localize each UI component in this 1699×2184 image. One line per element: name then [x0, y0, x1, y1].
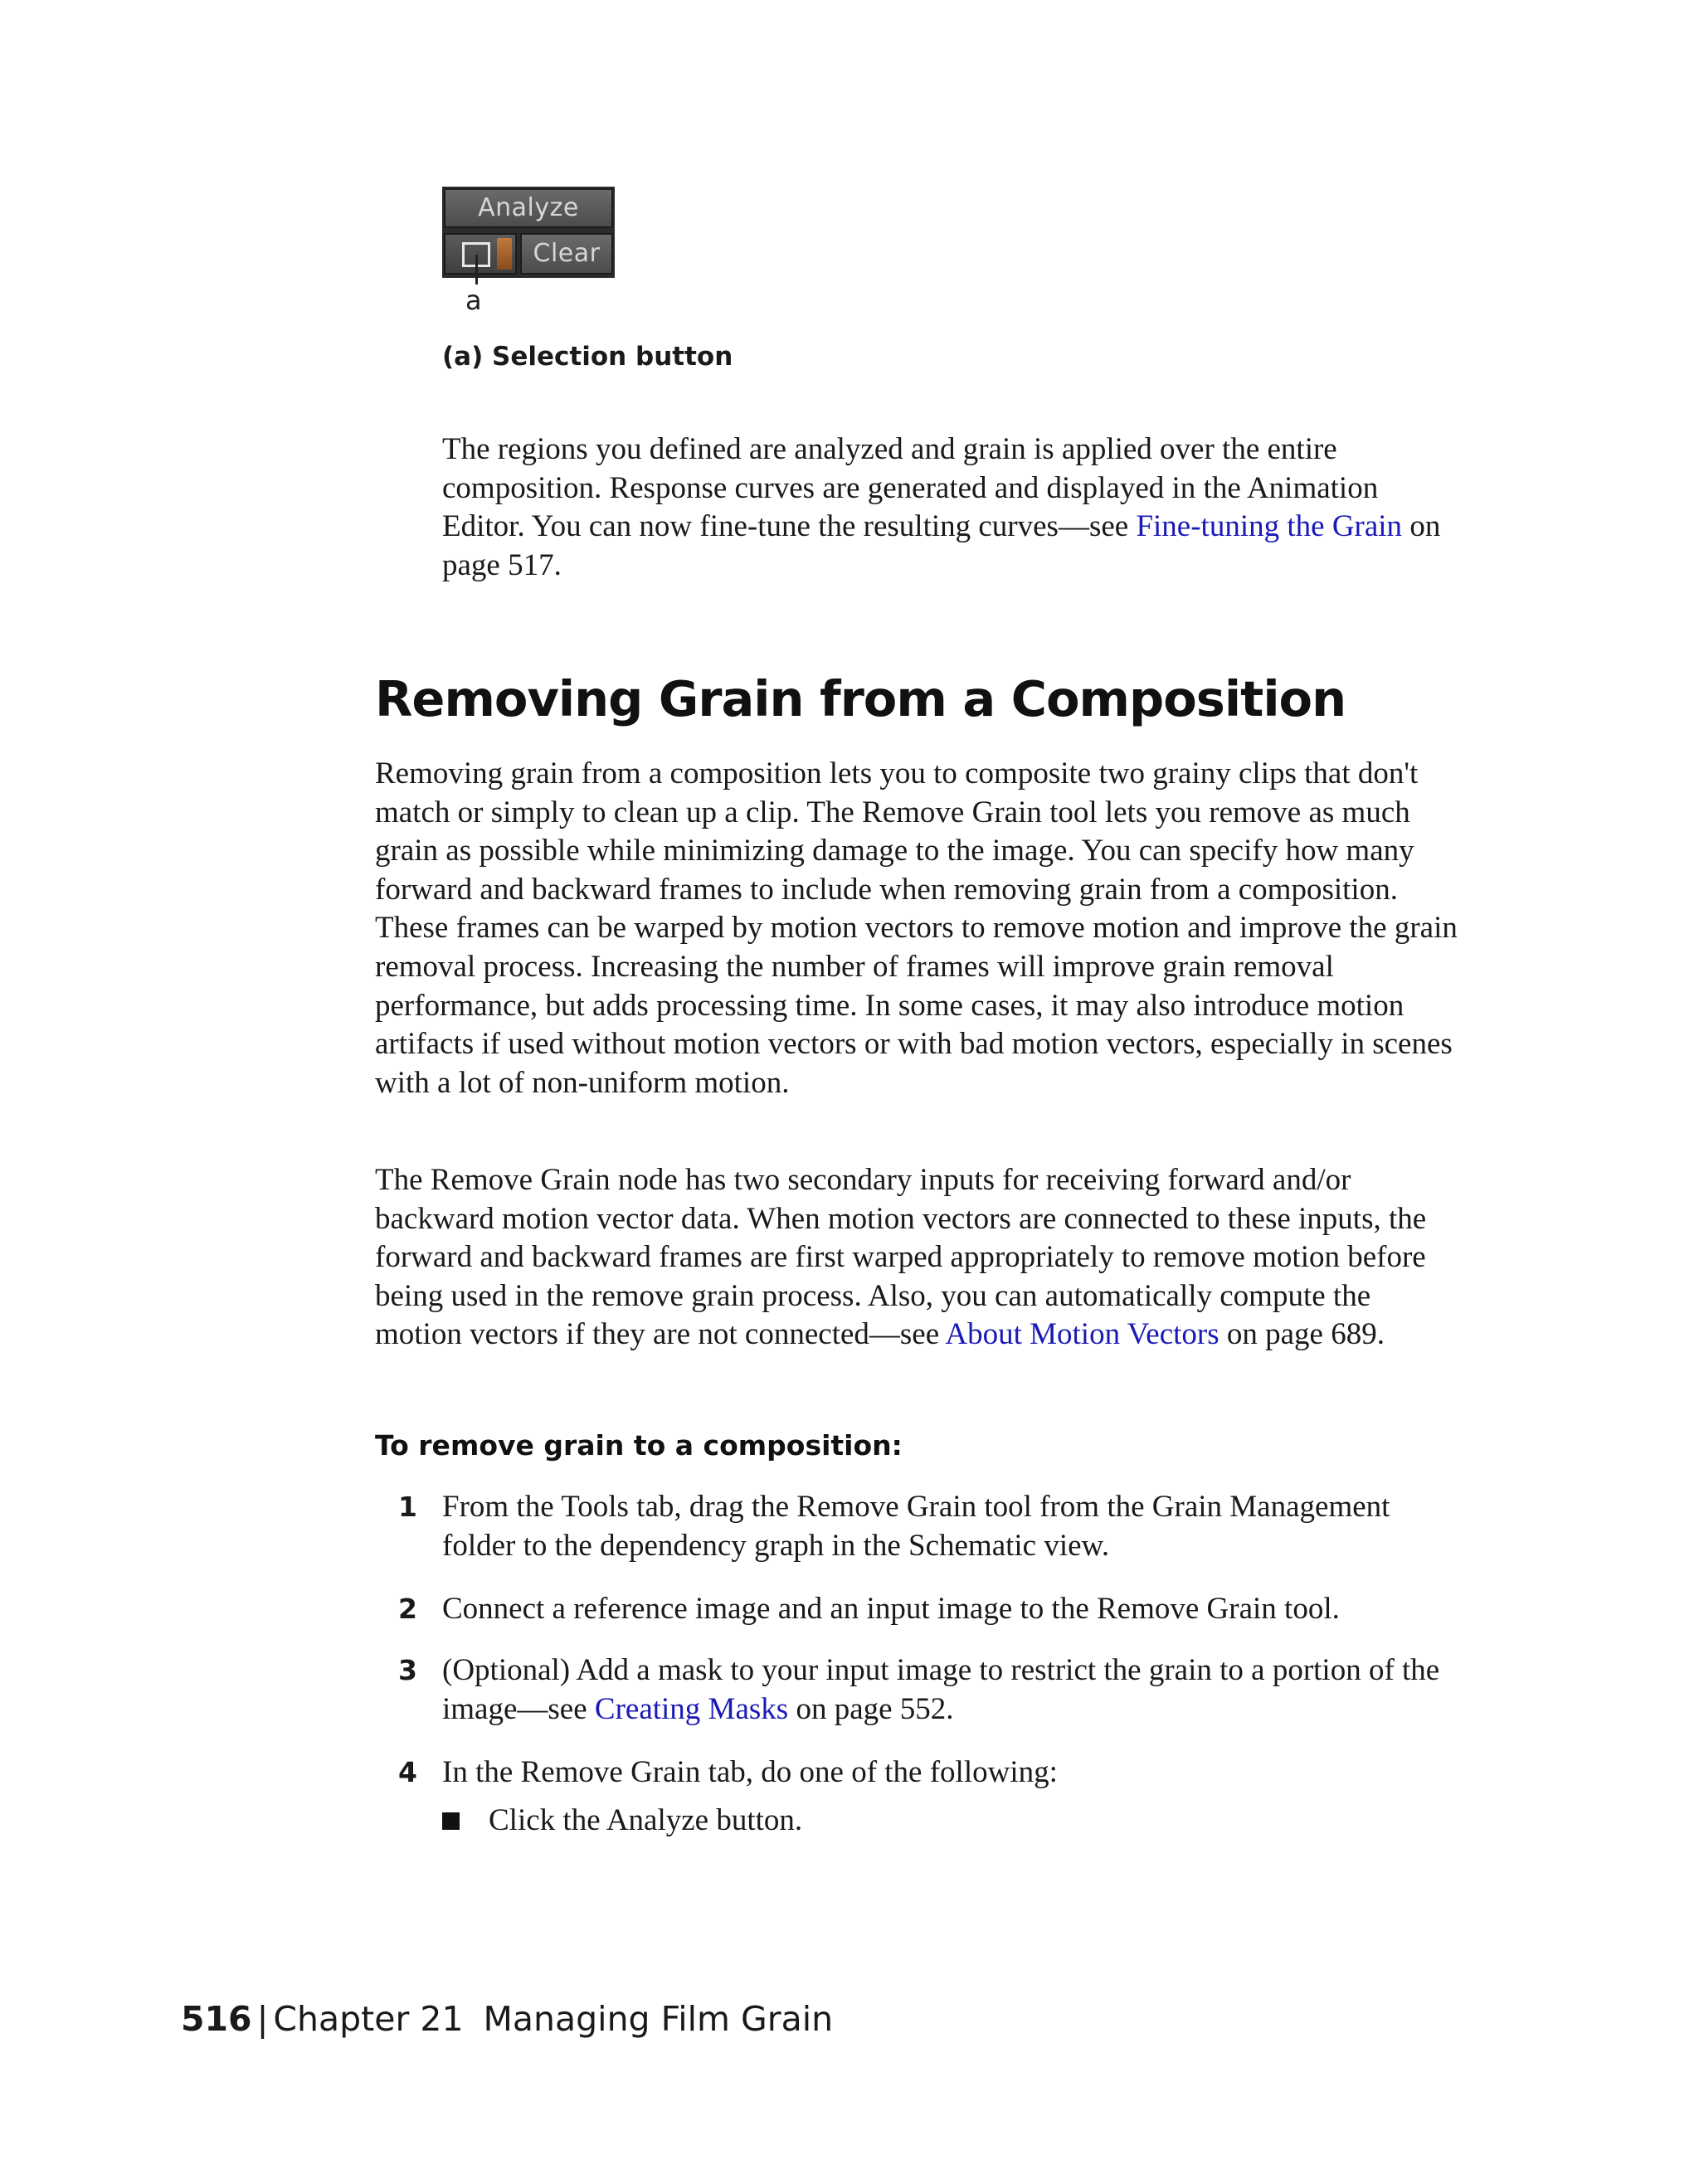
page-footer	[181, 1999, 833, 2039]
step-3-text: (Optional) Add a mask to your input image to restrict the grain to a portion of the image—see	[442, 1653, 1440, 1726]
selection-color-swatch	[497, 238, 512, 270]
grain-ui-figure	[442, 187, 616, 332]
step-number: 2	[398, 1593, 417, 1625]
about-motion-vectors-link[interactable]: About Motion Vectors	[945, 1317, 1219, 1352]
paragraph-2-suffix: on page 689.	[1219, 1317, 1385, 1352]
ui-panel	[442, 187, 615, 278]
section-paragraph-1: Removing grain from a composition lets you to composite two grainy clips that don't match or simply to clean up a clip. The Remove Grain tool lets you remove as much grain as possible while minimizing damage to the image. You can specify how many forward and backward frames to include when removing grain from a composition. These frames can be warped by motion vectors to remove motion and improve the grain removal process. Increasing the number of frames will improve grain removal performance, but adds processing time. In some cases, it may also introduce motion artifacts if used without motion vectors or with bad motion vectors, especially in scenes with a lot of non-uniform motion.	[375, 756, 1458, 1100]
clear-button[interactable]: Clear	[520, 233, 613, 275]
section-heading: Removing Grain from a Composition	[375, 670, 1346, 727]
selection-button[interactable]	[444, 233, 517, 275]
figure-caption: (a) Selection button	[442, 342, 733, 372]
section-paragraph-2	[375, 1161, 1463, 1355]
step-text: In the Remove Grain tab, do one of the following:	[442, 1755, 1058, 1789]
creating-masks-link[interactable]: Creating Masks	[594, 1691, 789, 1726]
page-number: 516	[181, 1999, 252, 2039]
intro-text: The regions you defined are analyzed and grain is applied over the entire composition. Response curves are generated and displayed in the Animation Editor. You can now fine-tune the resulting curves—see	[442, 432, 1379, 544]
analyze-button[interactable]: Analyze	[444, 188, 613, 228]
step-number: 4	[398, 1756, 417, 1788]
step-text	[442, 1651, 1471, 1729]
chapter-label: Chapter 21	[273, 1999, 464, 2039]
callout-line	[475, 255, 478, 285]
square-bullet-icon	[442, 1812, 460, 1830]
intro-paragraph	[442, 430, 1463, 585]
step-number: 1	[398, 1491, 417, 1523]
fine-tuning-link[interactable]: Fine-tuning the Grain	[1136, 509, 1403, 544]
step-text: From the Tools tab, drag the Remove Grain tool from the Grain Management folder to the dependency graph in the Schematic view.	[442, 1490, 1390, 1563]
footer-separator: |	[256, 1999, 269, 2039]
callout-letter: a	[465, 285, 482, 316]
step-3-suffix: on page 552.	[788, 1691, 954, 1726]
procedure-heading: To remove grain to a composition:	[375, 1429, 903, 1462]
bullet-text: Click the Analyze button.	[489, 1803, 803, 1837]
step-text: Connect a reference image and an input image to the Remove Grain tool.	[442, 1592, 1340, 1626]
intro-suffix: on page 517.	[442, 509, 1441, 582]
chapter-title: Managing Film Grain	[483, 1999, 834, 2039]
step-number: 3	[398, 1654, 417, 1686]
paragraph-2-text: The Remove Grain node has two secondary inputs for receiving forward and/or backward motion vector data. When motion vectors are connected to these inputs, the forward and backward frames are first warped appropriately to remove motion before being used in the remove grain process. Also, you can automatically compute the motion vectors if they are not connected—see	[375, 1163, 1427, 1352]
